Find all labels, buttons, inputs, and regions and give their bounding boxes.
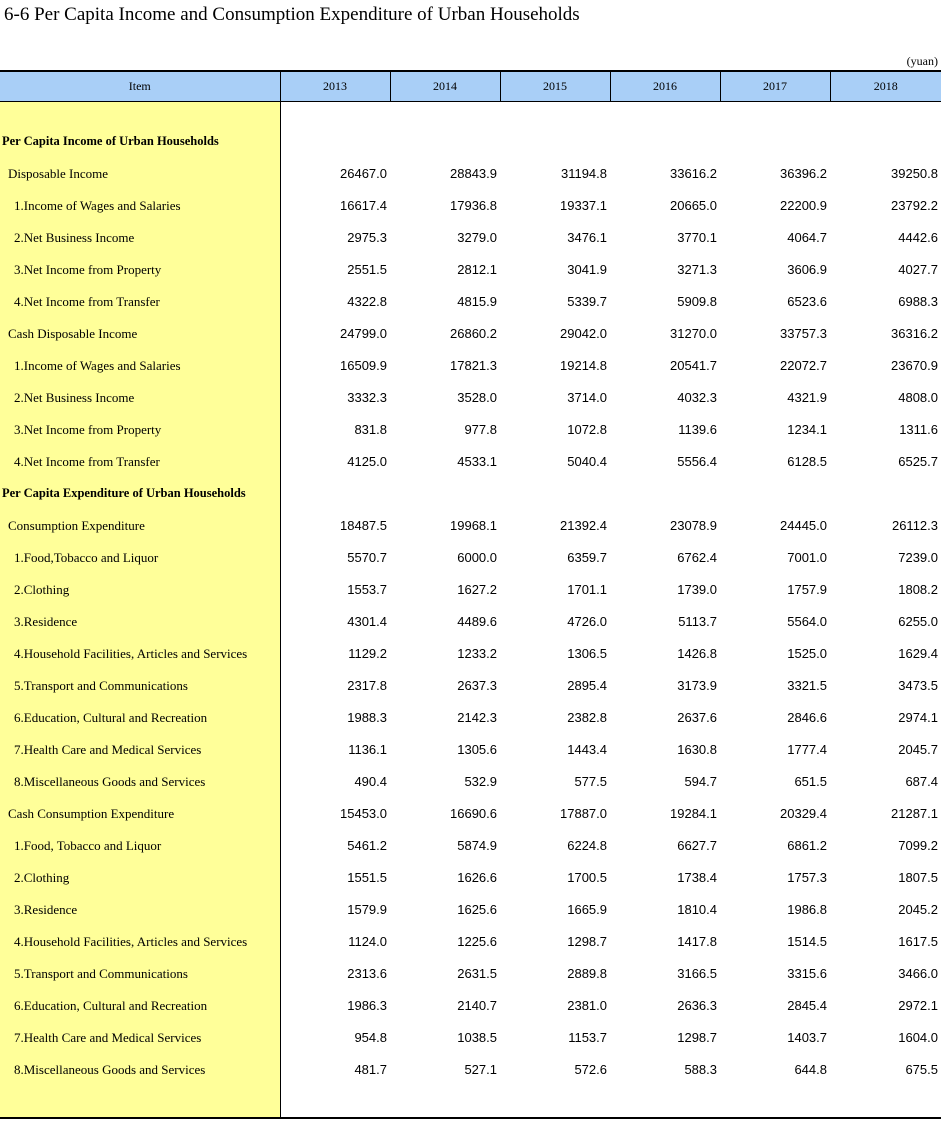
value-cell: 1038.5 [457,1030,497,1045]
value-cell: 490.4 [354,774,387,789]
value-cell: 954.8 [354,1030,387,1045]
row-label: 4.Household Facilities, Articles and Services [0,926,280,958]
value-cell: 1072.8 [567,422,607,437]
table-row [0,958,941,990]
value-cell: 29042.0 [560,326,607,341]
value-cell: 18487.5 [340,518,387,533]
row-label: 8.Miscellaneous Goods and Services [0,766,280,798]
value-cell: 7001.0 [787,550,827,565]
section-row [0,126,941,158]
value-cell: 19284.1 [670,806,717,821]
spacer-row [0,1086,941,1118]
value-cell: 6762.4 [677,550,717,565]
value-cell [280,126,390,158]
value-cell: 527.1 [464,1062,497,1077]
value-cell: 24799.0 [340,326,387,341]
value-cell: 1604.0 [898,1030,938,1045]
row-label: 2.Clothing [0,862,280,894]
value-cell: 2845.4 [787,998,827,1013]
value-cell: 675.5 [905,1062,938,1077]
value-cell: 1810.4 [677,902,717,917]
data-table [0,70,941,1119]
table-row [0,926,941,958]
value-cell: 1777.4 [787,742,827,757]
value-cell: 3606.9 [787,262,827,277]
section-heading: Per Capita Income of Urban Households [0,126,280,158]
value-cell: 26467.0 [340,166,387,181]
value-cell: 23670.9 [891,358,938,373]
value-cell: 1630.8 [677,742,717,757]
table-row [0,638,941,670]
value-cell: 4489.6 [457,614,497,629]
spacer-cell [280,101,941,126]
table-row [0,894,941,926]
value-cell: 4027.7 [898,262,938,277]
value-cell: 4032.3 [677,390,717,405]
value-cell: 1551.5 [347,870,387,885]
value-cell: 4808.0 [898,390,938,405]
value-cell: 21287.1 [891,806,938,821]
row-label: 7.Health Care and Medical Services [0,1022,280,1054]
row-label: 1.Income of Wages and Salaries [0,350,280,382]
table-row [0,350,941,382]
value-cell: 20329.4 [780,806,827,821]
value-cell: 17936.8 [450,198,497,213]
value-cell: 31270.0 [670,326,717,341]
row-label: 5.Transport and Communications [0,958,280,990]
value-cell: 1306.5 [567,646,607,661]
value-cell: 1700.5 [567,870,607,885]
value-cell: 5339.7 [567,294,607,309]
table-row [0,222,941,254]
table-row [0,286,941,318]
value-cell: 17887.0 [560,806,607,821]
spacer-cell [0,101,280,126]
value-cell [720,478,830,510]
value-cell: 1986.3 [347,998,387,1013]
value-cell: 2045.7 [898,742,938,757]
row-label: 3.Net Income from Property [0,414,280,446]
value-cell: 3279.0 [457,230,497,245]
value-cell: 1738.4 [677,870,717,885]
value-cell: 1525.0 [787,646,827,661]
value-cell: 36316.2 [891,326,938,341]
value-cell: 24445.0 [780,518,827,533]
table-row [0,446,941,478]
value-cell: 5564.0 [787,614,827,629]
value-cell: 4442.6 [898,230,938,245]
value-cell: 2975.3 [347,230,387,245]
value-cell: 3528.0 [457,390,497,405]
row-label: 3.Net Income from Property [0,254,280,286]
value-cell: 26112.3 [891,518,938,533]
value-cell: 4064.7 [787,230,827,245]
value-cell: 36396.2 [780,166,827,181]
value-cell: 1807.5 [898,870,938,885]
row-label: 4.Net Income from Transfer [0,286,280,318]
value-cell: 1739.0 [677,582,717,597]
value-cell: 2812.1 [457,262,497,277]
value-cell [830,478,941,510]
value-cell: 2551.5 [347,262,387,277]
value-cell: 6000.0 [457,550,497,565]
row-label: 2.Net Business Income [0,222,280,254]
value-cell [390,478,500,510]
table-row [0,670,941,702]
value-cell: 1514.5 [787,934,827,949]
section-row [0,478,941,510]
value-cell: 22072.7 [780,358,827,373]
row-label: 2.Clothing [0,574,280,606]
value-cell: 687.4 [905,774,938,789]
value-cell: 6525.7 [898,454,938,469]
value-cell: 1153.7 [568,1030,607,1045]
value-cell: 3476.1 [567,230,607,245]
value-cell: 2636.3 [677,998,717,1013]
value-cell: 1298.7 [677,1030,717,1045]
value-cell: 6255.0 [898,614,938,629]
page-title: 6-6 Per Capita Income and Consumption Expenditure of Urban Households [4,4,580,25]
value-cell: 1553.7 [347,582,387,597]
table-row [0,862,941,894]
row-label: Cash Disposable Income [0,318,280,350]
value-cell: 2631.5 [457,966,497,981]
value-cell: 28843.9 [450,166,497,181]
row-label: 8.Miscellaneous Goods and Services [0,1054,280,1086]
value-cell: 2889.8 [567,966,607,981]
table-body [0,101,941,1118]
value-cell: 7239.0 [898,550,938,565]
table-row [0,830,941,862]
row-label: 1.Food,Tobacco and Liquor [0,542,280,574]
value-cell: 594.7 [684,774,717,789]
value-cell: 1757.9 [787,582,827,597]
value-cell: 23792.2 [891,198,938,213]
table-row [0,510,941,542]
table-row [0,318,941,350]
value-cell: 5570.7 [347,550,387,565]
value-cell: 977.8 [464,422,497,437]
value-cell: 2313.6 [347,966,387,981]
value-cell: 22200.9 [780,198,827,213]
column-header-year: 2017 [720,71,830,101]
value-cell: 4321.9 [787,390,827,405]
value-cell: 1443.4 [567,742,607,757]
table-row [0,798,941,830]
value-cell: 4125.0 [347,454,387,469]
value-cell [610,478,720,510]
value-cell: 16617.4 [340,198,387,213]
table-row [0,158,941,190]
value-cell: 1701.1 [567,582,607,597]
value-cell: 1757.3 [787,870,827,885]
column-header-item: Item [0,71,280,101]
row-label: 3.Residence [0,606,280,638]
value-cell: 23078.9 [670,518,717,533]
value-cell: 19337.1 [560,198,607,213]
value-cell: 3714.0 [567,390,607,405]
column-header-year: 2018 [830,71,941,101]
value-cell: 1986.8 [787,902,827,917]
value-cell: 1225.6 [457,934,497,949]
column-header-year: 2013 [280,71,390,101]
value-cell: 2972.1 [898,998,938,1013]
table-row [0,542,941,574]
value-cell: 5461.2 [347,838,387,853]
value-cell: 2140.7 [457,998,497,1013]
value-cell: 26860.2 [450,326,497,341]
value-cell: 577.5 [574,774,607,789]
value-cell: 4322.8 [347,294,387,309]
value-cell: 481.7 [354,1062,387,1077]
value-cell: 1579.9 [347,902,387,917]
value-cell: 2846.6 [787,710,827,725]
table-row [0,1054,941,1086]
value-cell: 2637.6 [677,710,717,725]
column-header-year: 2015 [500,71,610,101]
value-cell: 1234.1 [787,422,827,437]
value-cell: 5556.4 [677,454,717,469]
value-cell: 20541.7 [670,358,717,373]
spacer-cell [0,1086,280,1118]
value-cell [610,126,720,158]
value-cell: 1626.6 [457,870,497,885]
value-cell: 3173.9 [677,678,717,693]
value-cell: 2637.3 [457,678,497,693]
value-cell: 33616.2 [670,166,717,181]
row-label: 6.Education, Cultural and Recreation [0,990,280,1022]
value-cell: 644.8 [794,1062,827,1077]
value-cell: 1305.6 [457,742,497,757]
value-cell: 1403.7 [787,1030,827,1045]
value-cell: 2381.0 [567,998,607,1013]
value-cell: 6861.2 [787,838,827,853]
value-cell: 2317.8 [347,678,387,693]
unit-label: (yuan) [906,54,938,68]
data-table-container [0,70,941,1119]
column-header-year: 2014 [390,71,500,101]
value-cell: 33757.3 [780,326,827,341]
value-cell: 1988.3 [347,710,387,725]
spacer-row [0,101,941,126]
value-cell [720,126,830,158]
value-cell: 831.8 [354,422,387,437]
value-cell: 1298.7 [567,934,607,949]
value-cell: 19968.1 [450,518,497,533]
value-cell: 3321.5 [787,678,827,693]
value-cell: 651.5 [794,774,827,789]
value-cell: 588.3 [684,1062,717,1077]
value-cell: 1426.8 [677,646,717,661]
value-cell: 4301.4 [347,614,387,629]
row-label: 4.Net Income from Transfer [0,446,280,478]
value-cell: 4726.0 [567,614,607,629]
value-cell: 19214.8 [560,358,607,373]
table-row [0,990,941,1022]
value-cell: 2382.8 [567,710,607,725]
row-label: 1.Income of Wages and Salaries [0,190,280,222]
value-cell: 17821.3 [450,358,497,373]
value-cell: 3271.3 [677,262,717,277]
value-cell: 1136.1 [348,742,387,757]
value-cell [500,478,610,510]
value-cell: 1665.9 [567,902,607,917]
value-cell [390,126,500,158]
value-cell: 6988.3 [898,294,938,309]
value-cell: 15453.0 [340,806,387,821]
value-cell: 5909.8 [677,294,717,309]
value-cell: 1233.2 [457,646,497,661]
value-cell: 4815.9 [457,294,497,309]
header-row [0,71,941,101]
value-cell: 3315.6 [787,966,827,981]
value-cell: 2974.1 [898,710,938,725]
table-row [0,734,941,766]
table-row [0,382,941,414]
spacer-cell [280,1086,941,1118]
value-cell: 3041.9 [567,262,607,277]
value-cell: 5113.7 [678,614,717,629]
row-label: 4.Household Facilities, Articles and Services [0,638,280,670]
value-cell: 1417.8 [677,934,717,949]
value-cell: 3473.5 [898,678,938,693]
table-row [0,1022,941,1054]
value-cell: 31194.8 [560,166,607,181]
row-label: Cash Consumption Expenditure [0,798,280,830]
value-cell: 6523.6 [787,294,827,309]
table-row [0,254,941,286]
row-label: 1.Food, Tobacco and Liquor [0,830,280,862]
value-cell: 4533.1 [457,454,497,469]
value-cell: 2895.4 [567,678,607,693]
table-row [0,766,941,798]
value-cell: 6224.8 [567,838,607,853]
value-cell: 1627.2 [457,582,497,597]
value-cell: 5040.4 [567,454,607,469]
table-row [0,606,941,638]
value-cell: 1617.5 [898,934,938,949]
value-cell: 3466.0 [898,966,938,981]
section-heading: Per Capita Expenditure of Urban Households [0,478,280,510]
row-label: 2.Net Business Income [0,382,280,414]
value-cell: 1124.0 [348,934,387,949]
value-cell: 3332.3 [347,390,387,405]
value-cell: 16509.9 [340,358,387,373]
value-cell [280,478,390,510]
row-label: Consumption Expenditure [0,510,280,542]
value-cell: 6627.7 [677,838,717,853]
row-label: 5.Transport and Communications [0,670,280,702]
value-cell: 20665.0 [670,198,717,213]
value-cell: 3166.5 [677,966,717,981]
value-cell: 1139.6 [678,422,717,437]
value-cell: 7099.2 [898,838,938,853]
row-label: 6.Education, Cultural and Recreation [0,702,280,734]
column-header-year: 2016 [610,71,720,101]
value-cell: 1808.2 [898,582,938,597]
row-label: 7.Health Care and Medical Services [0,734,280,766]
row-label: 3.Residence [0,894,280,926]
value-cell: 2142.3 [457,710,497,725]
value-cell [500,126,610,158]
table-row [0,414,941,446]
value-cell: 1629.4 [898,646,938,661]
value-cell: 3770.1 [677,230,717,245]
table-row [0,190,941,222]
value-cell: 6359.7 [567,550,607,565]
value-cell: 572.6 [574,1062,607,1077]
value-cell: 1625.6 [457,902,497,917]
value-cell: 21392.4 [560,518,607,533]
value-cell: 39250.8 [891,166,938,181]
value-cell: 5874.9 [457,838,497,853]
value-cell: 16690.6 [450,806,497,821]
value-cell: 6128.5 [787,454,827,469]
row-label: Disposable Income [0,158,280,190]
table-row [0,702,941,734]
table-row [0,574,941,606]
value-cell: 1129.2 [348,646,387,661]
value-cell: 532.9 [464,774,497,789]
value-cell: 2045.2 [898,902,938,917]
value-cell [830,126,941,158]
value-cell: 1311.6 [899,422,938,437]
